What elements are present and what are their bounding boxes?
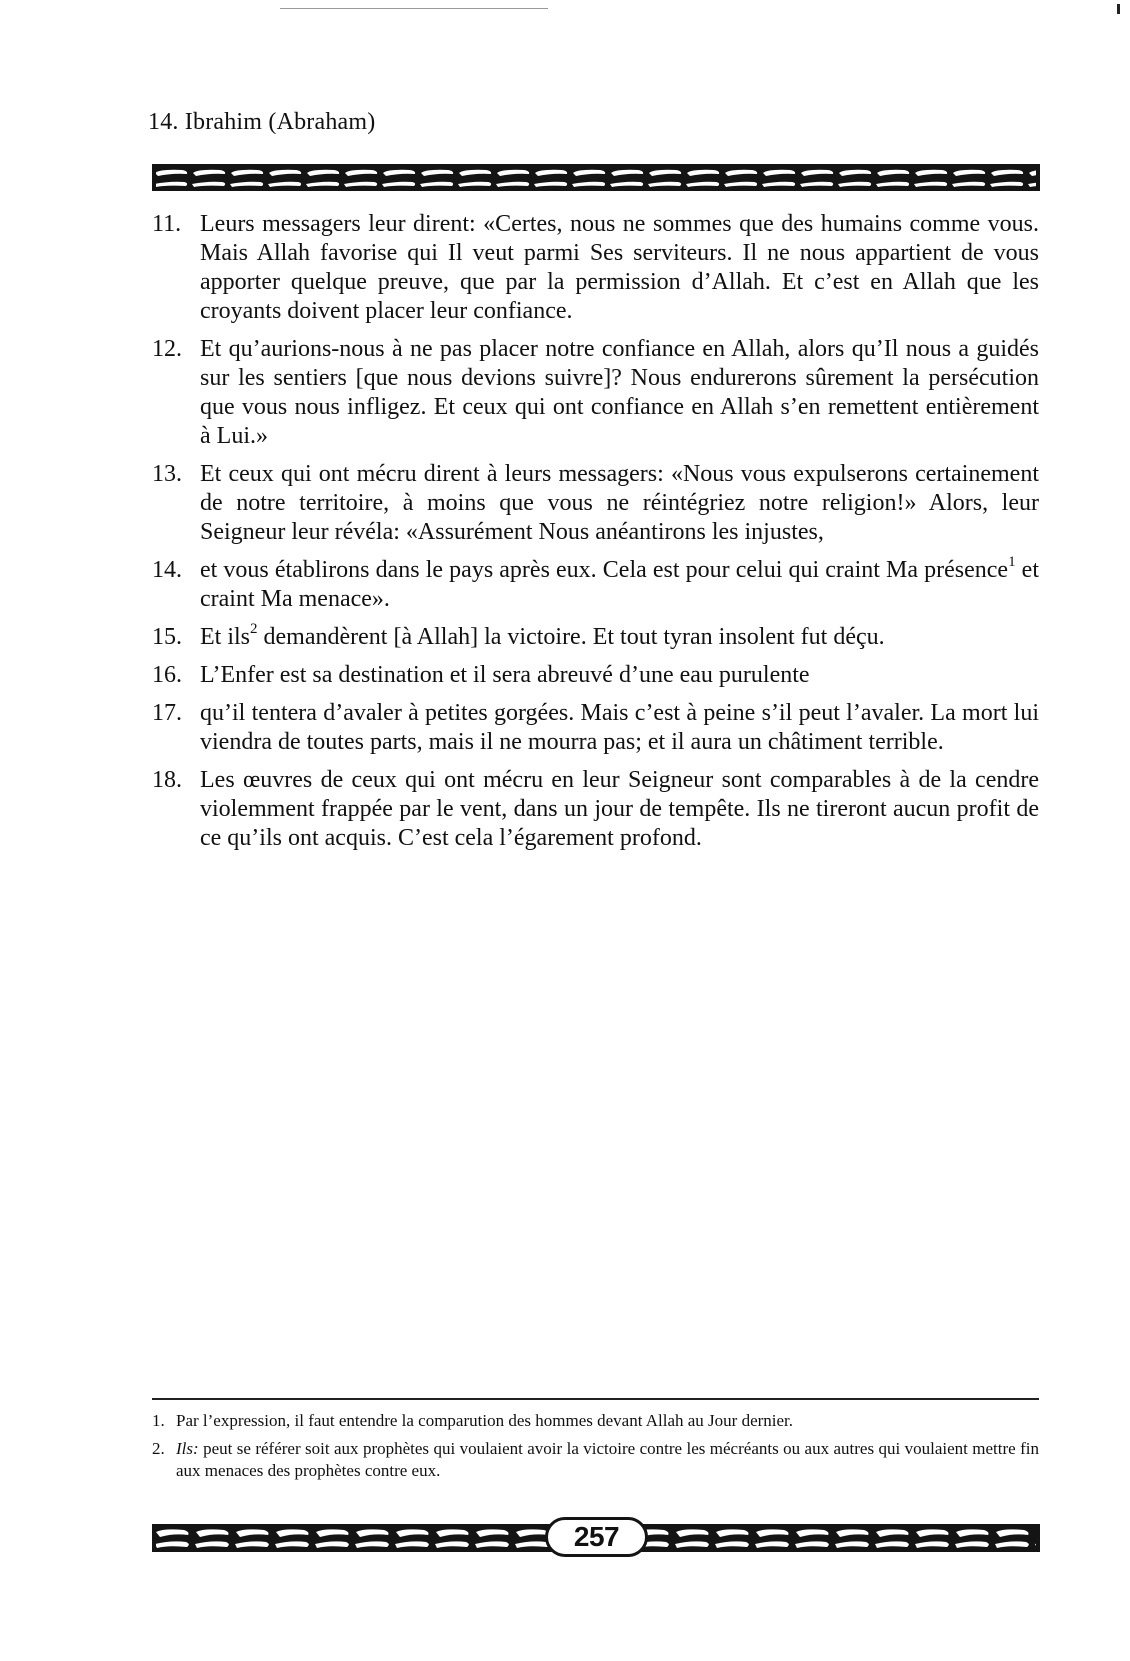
page-number: 257 <box>545 1517 648 1557</box>
corner-mark <box>1117 4 1120 14</box>
verse-13 <box>152 460 1039 547</box>
verse-text-after-note: demandèrent [à Allah] la victoire. Et tout tyran insolent fut déçu. <box>257 624 885 650</box>
verse-number: 18. <box>152 767 182 793</box>
verse-text: L’Enfer est sa destination et il sera abreuvé d’une eau purulente <box>200 662 810 688</box>
footnote-number: 2. <box>152 1439 165 1458</box>
footnote-text: peut se référer soit aux prophètes qui voulaient avoir la victoire contre les mécréants ou aux autres qui voulaient mettre fin aux menaces des prophètes contre eux. <box>176 1439 1039 1480</box>
verse-text: Leurs messagers leur dirent: «Certes, nous ne sommes que des humains comme vous. Mais Allah favorise qui Il veut parmi Ses serviteurs. Il ne nous appartient de vous apporter quelque preuve, que par la permission d’Allah. Et c’est en Allah que les croyants doivent placer leur confiance. <box>200 211 1039 324</box>
verse-number: 16. <box>152 662 182 688</box>
verse-text-before-note: Et ils <box>200 624 251 650</box>
verse-text: Et ceux qui ont mécru dirent à leurs messagers: «Nous vous expulserons certainement de notre territoire, à moins que vous ne réintégriez notre religion!» Alors, leur Seigneur leur révéla: «Assurément Nous anéantirons les injustes, <box>200 461 1039 545</box>
verse-17 <box>152 699 1039 757</box>
verse-14 <box>152 556 1039 614</box>
footnote-text: Par l’expression, il faut entendre la comparution des hommes devant Allah au Jour dernier. <box>176 1411 794 1430</box>
footnote-ref: 1 <box>1008 554 1016 570</box>
verse-16 <box>152 661 1039 690</box>
verse-text-before-note: et vous établirons dans le pays après eux. Cela est pour celui qui craint Ma présence <box>200 557 1009 583</box>
footnote-term: Ils: <box>176 1439 199 1458</box>
footnote-list <box>152 1410 1039 1488</box>
footnote-number: 1. <box>152 1411 165 1430</box>
verse-number: 11. <box>152 211 182 237</box>
top-scan-rule <box>280 8 548 9</box>
verse-text: Les œuvres de ceux qui ont mécru en leur Seigneur sont comparables à de la cendre violemment frappée par le vent, dans un jour de tempête. Ils ne tireront aucun profit de ce qu’ils ont acquis. C’est cela l’égarement profond. <box>200 767 1039 851</box>
footnote-2 <box>152 1438 1039 1482</box>
verse-number: 15. <box>152 624 182 650</box>
chain-pattern <box>152 164 1040 191</box>
verse-text: Et qu’aurions-nous à ne pas placer notre confiance en Allah, alors qu’Il nous a guidés sur les sentiers [que nous devions suivre]? Nous endurerons sûrement la persécution que vous nous infligez. Et ceux qui ont confiance en Allah s’en remettent entièrement à Lui.» <box>200 336 1039 449</box>
verse-number: 12. <box>152 336 182 362</box>
verse-15 <box>152 623 1039 652</box>
verse-text-after-note: et craint Ma menace». <box>200 557 1039 612</box>
verse-number: 14. <box>152 557 182 583</box>
running-head: 14. Ibrahim (Abraham) <box>148 109 376 135</box>
verse-18 <box>152 766 1039 853</box>
footnote-ref: 2 <box>250 621 258 637</box>
footnote-divider <box>152 1398 1039 1400</box>
footnote-1 <box>152 1410 1039 1432</box>
verse-number: 13. <box>152 461 182 487</box>
verse-11 <box>152 210 1039 326</box>
verse-12 <box>152 335 1039 451</box>
verse-list <box>152 210 1039 862</box>
verse-number: 17. <box>152 700 182 726</box>
verse-text: qu’il tentera d’avaler à petites gorgées. Mais c’est à peine s’il peut l’avaler. La mort lui viendra de toutes parts, mais il ne mourra pas; et il aura un châtiment terrible. <box>200 700 1039 755</box>
header-chain-ornament <box>152 164 1040 191</box>
